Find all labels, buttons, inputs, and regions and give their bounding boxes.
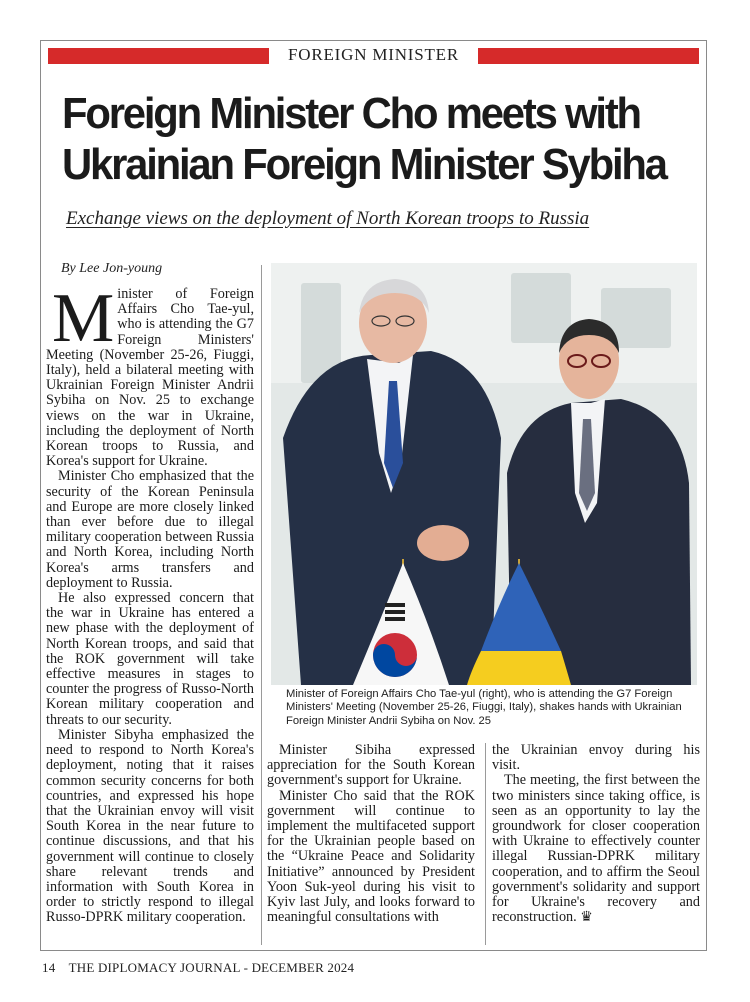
article-paragraph: Minister Cho said that the ROK government will continue to implement the multifaceted support for the Ukrainian people based on the “Ukraine Peace and Solidarity Initiative” announced by President Yoon Suk-yeol during his visit to Kyiv last July, and looks forward to meaningful consultations with [267, 787, 475, 926]
subtitle: Exchange views on the deployment of North Korean troops to Russia [66, 208, 590, 229]
article-paragraph: Minister Sibiha expressed appreciation for the South Korean government's support for Ukraine. [267, 742, 475, 789]
paragraph-text: inister of Foreign Affairs Cho Tae-yul, who is attending the G7 Foreign Ministers' Meeting (November 25-26, Fiuggi, Italy), held a bilateral meeting with Ukrainian Foreign Minister Andrii Sybiha on Nov. 25 to exchange views on the war in Ukraine, including the deployment of North Korean troops to Russia, and Korea's support for Ukraine. [46, 286, 254, 470]
paragraph-text: The meeting, the first between the two ministers since taking office, is seen as an opportunity to lay the groundwork for closer cooperation with Ukraine to effectively counter illegal Russian-DPRK military cooperation, and to affirm the Seoul government's solidarity and support for Ukraine's recovery and reconstruction. [492, 772, 700, 926]
headline: Foreign Minister Cho meets with Ukrainian Foreign Minister Sybiha [62, 89, 666, 189]
section-label: FOREIGN MINISTER [288, 45, 459, 64]
column-rule [261, 265, 262, 945]
publication-name: THE DIPLOMACY JOURNAL - DECEMBER 2024 [68, 960, 355, 975]
section-band-right [478, 48, 699, 64]
photo-illustration [271, 263, 697, 685]
page-number: 14 [42, 960, 56, 975]
article-column-3 [492, 743, 700, 925]
photo-caption: Minister of Foreign Affairs Cho Tae-yul (right), who is attending the G7 Foreign Ministers' Meeting (November 25-26, Fiuggi, Italy), shakes hands with Ukrainian Foreign Minister Andrii Sybiha on Nov. 25 [286, 688, 682, 727]
drop-cap: M [52, 280, 115, 357]
article-paragraph: Minister Sibyha emphasized the need to respond to North Korea's deployment, noting that it raises common security concerns for both countries, and expressed his hope that the Ukrainian envoy will visit South Korea in the near future to continue discussions, and that his government will continue to closely share relevant trends and information with South Korea in order to strictly respond to illegal Russo-DPRK military cooperation. [46, 726, 254, 926]
section-band-left [48, 48, 269, 64]
page-footer [42, 960, 364, 976]
article-paragraph [492, 773, 700, 925]
byline: By Lee Jon-young [61, 261, 163, 276]
article-paragraph: the Ukrainian envoy during his visit. [492, 742, 700, 774]
article-photo [271, 263, 697, 685]
end-mark-icon: ♛ [580, 910, 593, 926]
article-paragraph: Minister Cho emphasized that the security of the Korean Peninsula and Europe are more closely linked than ever before due to illegal military cooperation between Russia and North Korea, including North Korea's arms transfers and deployment to Russia. [46, 468, 254, 591]
article-column-1 [46, 280, 254, 926]
article-paragraph: He also expressed concern that the war in Ukraine has entered a new phase with the deployment of North Korean troops, and said that the ROK government will take effective measures in stages to counter the progress of Russo-North Korean military cooperation and threats to our security. [46, 590, 254, 728]
article-paragraph [46, 280, 254, 470]
article-column-2 [267, 743, 475, 925]
column-rule [485, 743, 486, 945]
